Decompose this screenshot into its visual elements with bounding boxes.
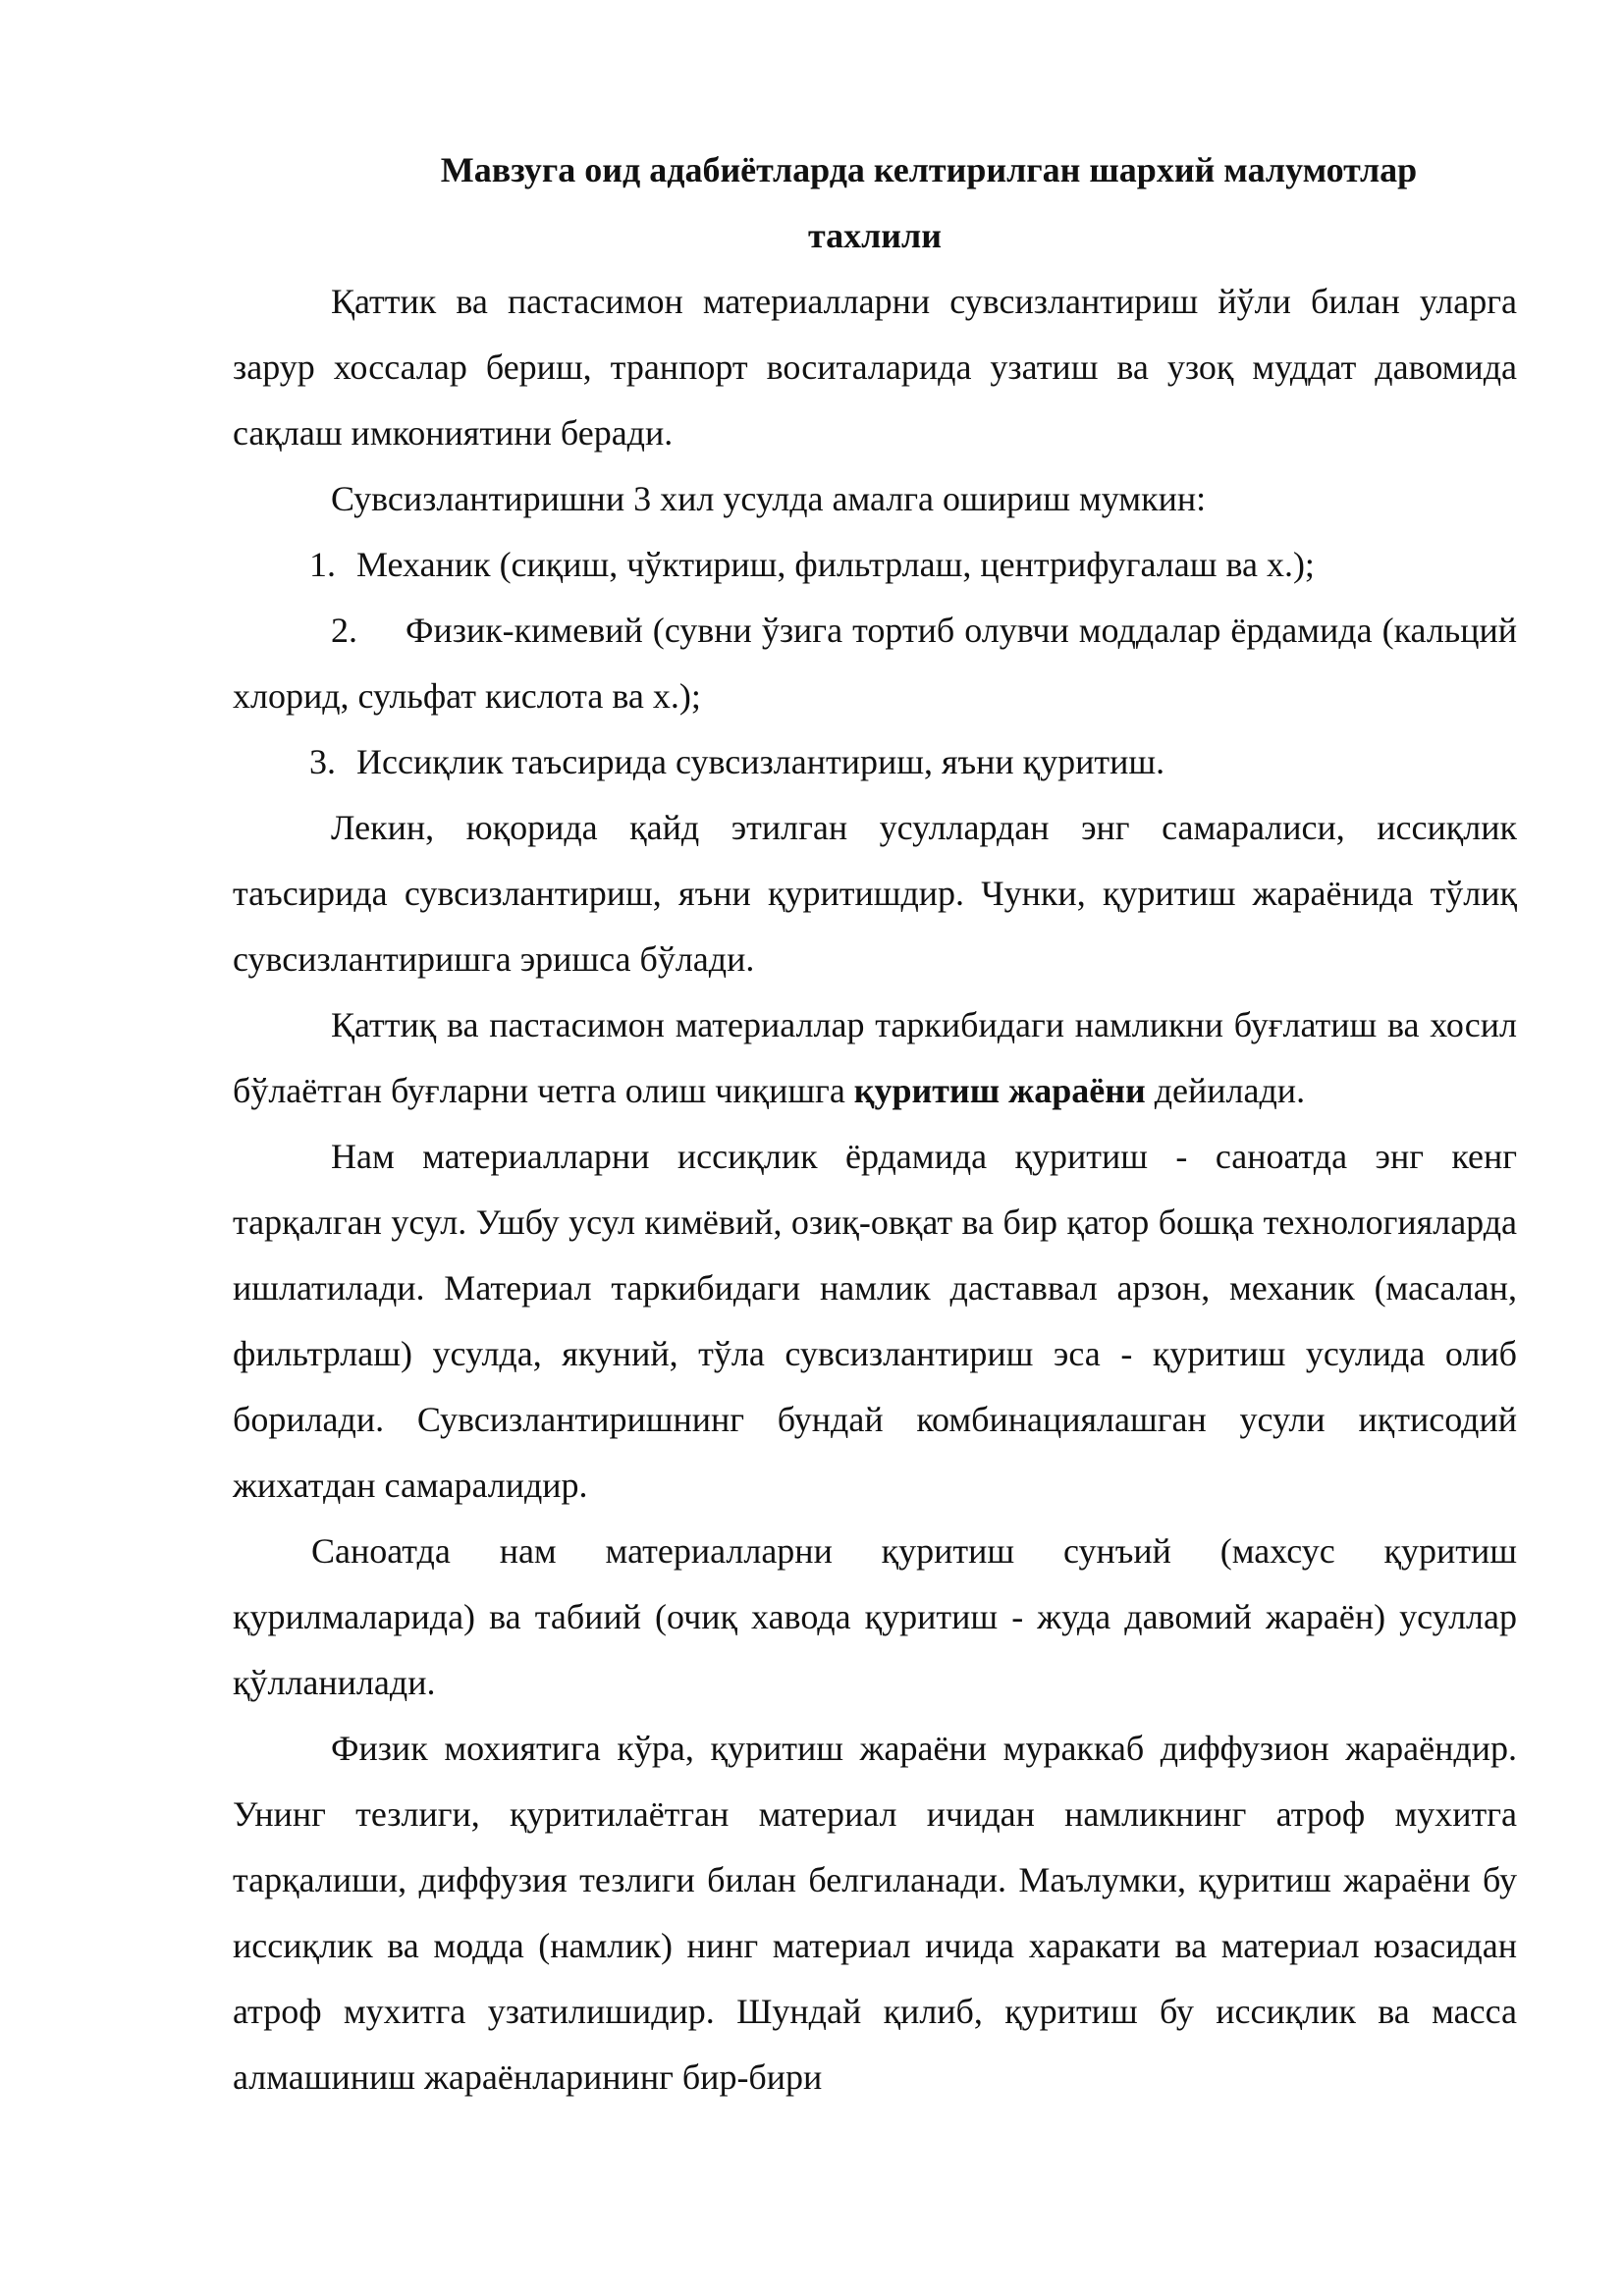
list-item — [233, 532, 1517, 598]
definition-text-after: дейилади. — [1145, 1071, 1306, 1110]
paragraph-heat-drying: Нам материалларни иссиқлик ёрдамида қуритиш - саноатда энг кенг тарқалган усул. Ушбу усул кимёвий, озиқ-овқат ва бир қатор бошқа технологияларда ишлатилади. Материал таркибидаги намлик даставвал арзон, механик (масалан, фильтрлаш) усулда, якуний, тўла сувсизлантириш эса - қуритиш усулида олиб борилади. Сувсизлантиришнинг бундай комбинациялашган усули иқтисодий жихатдан самаралидир. — [233, 1137, 1517, 1505]
list-number: 1. — [309, 545, 336, 584]
paragraph-effective-method: Лекин, юқорида қайд этилган усуллардан энг самаралиси, иссиқлик таъсирида сувсизлантириш, яъни қуритишдир. Чунки, қуритиш жараёнида тўлиқ сувсизлантиришга эришса бўлади. — [233, 808, 1517, 979]
list-item — [233, 729, 1517, 795]
list-number: 2. — [331, 611, 357, 650]
title-line-1: Мавзуга оид адабиётларда келтирилган шархий малумотлар — [440, 150, 1418, 189]
paragraph-intro: Қаттик ва пастасимон материалларни сувсизлантириш йўли билан уларга зарур хоссалар бериш, транпорт воситаларида узатиш ва узоқ муддат давомида сақлаш имкониятини беради. — [233, 282, 1517, 453]
list-number: 3. — [309, 742, 336, 781]
document-title — [233, 137, 1517, 269]
list-item — [233, 598, 1517, 729]
definition-term: қуритиш жараёни — [853, 1071, 1146, 1110]
paragraph-physical-essence: Физик мохиятига кўра, қуритиш жараёни мураккаб диффузион жараёндир. Унинг тезлиги, қуритилаётган материал ичидан намликнинг атроф мухитга тарқалиши, диффузия тезлиги билан белгиланади. Маълумки, қуритиш жараёни бу иссиқлик ва модда (намлик) нинг материал ичида харакати ва материал юзасидан атроф мухитга узатилишидир. Шундай қилиб, қуритиш бу иссиқлик ва масса алмашиниш жараёнларининг бир-бири — [233, 1729, 1517, 2097]
paragraph-methods-intro: Сувсизлантиришни 3 хил усулда амалга ошириш мумкин: — [331, 479, 1207, 518]
document-page — [233, 137, 1517, 2110]
paragraph-definition — [233, 992, 1517, 1124]
list-text: Механик (сиқиш, чўктириш, фильтрлаш, центрифугалаш ва х.); — [356, 545, 1315, 584]
list-text: Физик-кимевий (сувни ўзига тортиб олувчи моддалар ёрдамида (кальций хлорид, сульфат кислота ва х.); — [233, 611, 1517, 716]
definition-text-before: Қаттиқ ва пастасимон материаллар таркибидаги намликни буғлатиш ва хосил бўлаётган буғларни четга олиш чиқишга — [233, 1005, 1517, 1110]
title-line-2: тахлили — [807, 216, 942, 255]
list-text: Иссиқлик таъсирида сувсизлантириш, яъни қуритиш. — [356, 742, 1165, 781]
paragraph-industrial-drying: Саноатда нам материалларни қуритиш сунъий (махсус қуритиш қурилмаларида) ва табиий (очиқ хавода қуритиш - жуда давомий жараён) усуллар қўлланилади. — [233, 1531, 1517, 1702]
